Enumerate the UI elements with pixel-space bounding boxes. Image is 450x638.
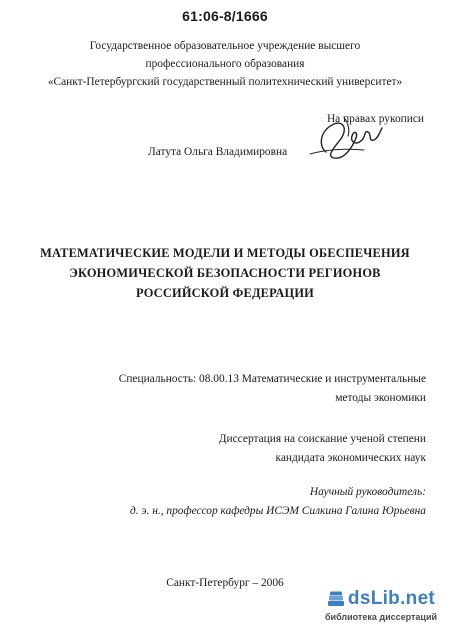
book-stack-icon [327,590,345,608]
thesis-title-line-3: РОССИЙСКОЙ ФЕДЕРАЦИИ [136,286,314,300]
watermark-subtitle: библиотека диссертаций [324,612,438,622]
handwritten-signature [304,112,384,164]
watermark-name: dsLib.net [347,588,436,609]
specialty-line-1: Специальность: 08.00.13 Математические и инструментальные [118,373,426,385]
dslib-watermark [322,588,440,632]
thesis-title-line-2: ЭКОНОМИЧЕСКОЙ БЕЗОПАСНОСТИ РЕГИОНОВ [69,266,381,280]
author-name: Латута Ольга Владимировна [148,146,288,158]
dissertation-line-1: Диссертация на соискание ученой степени [218,433,426,445]
institution-line-3: «Санкт-Петербургский государственный политехнический университет» [47,76,403,88]
archive-number: 61:06-8/1666 [182,8,268,24]
watermark-logo [322,588,440,610]
institution-line-1: Государственное образовательное учреждение высшего [89,40,361,52]
manuscript-rights-label: На правах рукописи [326,113,424,125]
dissertation-line-2: кандидата экономических наук [275,452,426,464]
supervisor-name: д. э. н., профессор кафедры ИСЭМ Силкина Галина Юрьевна [130,505,426,517]
city-year: Санкт-Петербург – 2006 [166,577,284,589]
specialty-line-2: методы экономики [335,392,426,404]
supervisor-label: Научный руководитель: [309,486,426,498]
institution-line-2: профессионального образования [145,58,305,70]
thesis-title-line-1: МАТЕМАТИЧЕСКИЕ МОДЕЛИ И МЕТОДЫ ОБЕСПЕЧЕНИЯ [40,246,410,260]
